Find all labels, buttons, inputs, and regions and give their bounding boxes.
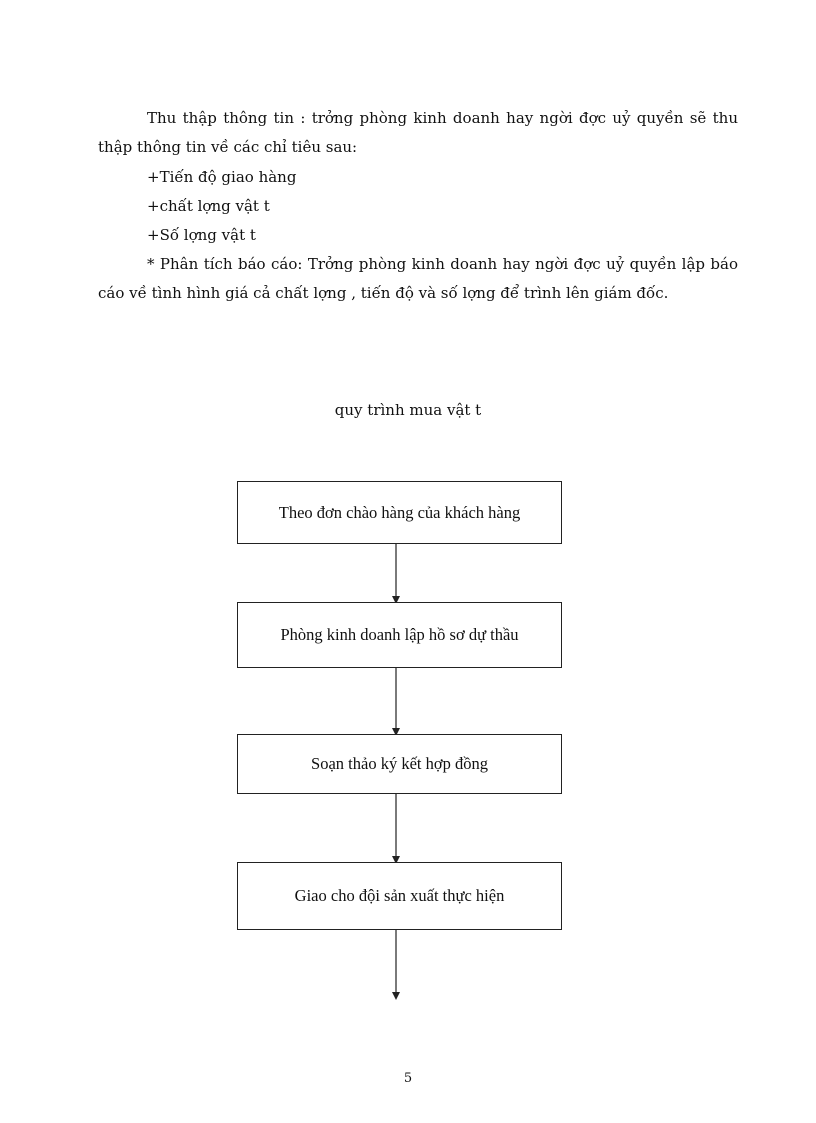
bullet-material-quality: +chất lợng vật t xyxy=(147,197,270,215)
flow-step-production: Giao cho đội sản xuất thực hiện xyxy=(237,862,562,930)
page-number: 5 xyxy=(403,1071,413,1086)
paragraph-collect-info: Thu thập thông tin : trởng phòng kinh doanh hay ngời đợc uỷ quyền sẽ thu thập thông tin về các chỉ tiêu sau: xyxy=(98,109,738,156)
flow-step-bid-dossier: Phòng kinh doanh lập hồ sơ dự thầu xyxy=(237,602,562,668)
flow-step-customer-offer: Theo đơn chào hàng của khách hàng xyxy=(237,481,562,544)
flowchart-title: quy trình mua vật t xyxy=(334,401,482,419)
flow-step-contract: Soạn thảo ký kết hợp đồng xyxy=(237,734,562,794)
bullet-material-quantity: +Số lợng vật t xyxy=(147,226,256,244)
paragraph-report-analysis: * Phân tích báo cáo: Trởng phòng kinh doanh hay ngời đợc uỷ quyền lập báo cáo về tình hình giá cả chất lợng , tiến độ và số lợng để trình lên giám đốc. xyxy=(98,255,738,302)
bullet-delivery-progress: +Tiến độ giao hàng xyxy=(147,168,297,186)
